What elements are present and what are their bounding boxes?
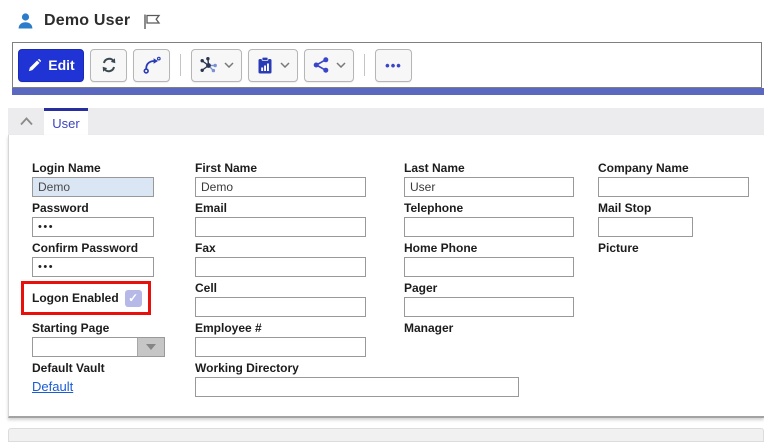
next-section-strip[interactable]	[8, 428, 764, 442]
chevron-down-icon	[224, 62, 234, 68]
mail-stop-label: Mail Stop	[598, 201, 652, 215]
accent-bar	[12, 88, 764, 95]
mail-stop-field	[598, 201, 693, 237]
telephone-field	[404, 201, 574, 237]
working-directory-field	[195, 361, 519, 397]
login-name-input[interactable]	[32, 177, 154, 197]
hub-network-icon	[199, 56, 218, 75]
picture-field	[598, 241, 749, 257]
pager-label: Pager	[404, 281, 438, 295]
working-directory-label: Working Directory	[195, 361, 299, 375]
manager-field	[404, 321, 574, 337]
page-title: Demo User	[44, 12, 131, 29]
email-field	[195, 201, 366, 237]
first-name-input[interactable]	[195, 177, 366, 197]
share-icon	[312, 56, 330, 74]
picture-label: Picture	[598, 241, 639, 255]
manager-label: Manager	[404, 321, 454, 335]
employee-number-field	[195, 321, 366, 357]
first-name-label: First Name	[195, 161, 258, 175]
edit-button-label: Edit	[48, 57, 75, 73]
company-name-label: Company Name	[598, 161, 689, 175]
starting-page-select[interactable]	[32, 337, 165, 357]
logon-enabled-annotation-box	[21, 281, 151, 315]
ellipsis-icon: •••	[385, 57, 402, 73]
cell-label: Cell	[195, 281, 218, 295]
login-name-label: Login Name	[32, 161, 101, 175]
collapse-section-button[interactable]	[8, 108, 44, 135]
pencil-icon	[27, 58, 42, 73]
email-label: Email	[195, 201, 228, 215]
refresh-icon	[100, 56, 118, 74]
toolbar-separator	[180, 54, 181, 76]
employee-number-label: Employee #	[195, 321, 262, 335]
password-field	[32, 201, 154, 237]
flag-icon[interactable]	[142, 12, 162, 31]
edit-button[interactable]	[18, 49, 84, 82]
last-name-input[interactable]	[404, 177, 574, 197]
share-dropdown-button[interactable]	[304, 49, 354, 82]
default-vault-field	[32, 361, 154, 396]
telephone-input[interactable]	[404, 217, 574, 237]
telephone-label: Telephone	[404, 201, 464, 215]
route-arrow-icon	[142, 56, 161, 75]
more-options-button[interactable]	[375, 49, 412, 82]
confirm-password-field	[32, 241, 154, 277]
fax-field	[195, 241, 366, 277]
cell-field	[195, 281, 366, 317]
confirm-password-input[interactable]	[32, 257, 154, 277]
clipboard-chart-icon	[256, 56, 274, 75]
tab-strip	[8, 108, 764, 135]
last-name-label: Last Name	[404, 161, 465, 175]
company-name-input[interactable]	[598, 177, 749, 197]
chevron-up-icon	[19, 117, 34, 126]
home-phone-label: Home Phone	[404, 241, 478, 255]
starting-page-field	[32, 321, 165, 357]
reroute-button[interactable]	[133, 49, 170, 82]
cell-input[interactable]	[195, 297, 366, 317]
dropdown-arrow-icon	[146, 344, 156, 350]
workflow-dropdown-button[interactable]	[191, 49, 242, 82]
toolbar-separator	[364, 54, 365, 76]
fax-input[interactable]	[195, 257, 366, 277]
page-header	[0, 0, 764, 42]
chevron-down-icon	[336, 62, 346, 68]
email-input[interactable]	[195, 217, 366, 237]
working-directory-input[interactable]	[195, 377, 519, 397]
pager-input[interactable]	[404, 297, 574, 317]
tab-user[interactable]	[44, 108, 88, 135]
home-phone-field	[404, 241, 574, 277]
chevron-down-icon	[280, 62, 290, 68]
password-label: Password	[32, 201, 89, 215]
logon-enabled-checkbox[interactable]	[125, 290, 142, 307]
check-icon: ✓	[128, 291, 139, 305]
toolbar	[12, 42, 762, 88]
user-icon	[16, 12, 35, 31]
default-vault-link[interactable]: Default	[32, 379, 74, 394]
refresh-button[interactable]	[90, 49, 127, 82]
starting-page-label: Starting Page	[32, 321, 110, 335]
starting-page-value	[33, 338, 137, 356]
company-name-field	[598, 161, 749, 197]
employee-number-input[interactable]	[195, 337, 366, 357]
fax-label: Fax	[195, 241, 216, 255]
starting-page-dropdown-button[interactable]	[137, 338, 164, 356]
last-name-field	[404, 161, 574, 197]
tab-user-label: User	[52, 115, 80, 131]
mail-stop-input[interactable]	[598, 217, 693, 237]
default-vault-label: Default Vault	[32, 361, 105, 375]
first-name-field	[195, 161, 366, 197]
password-input[interactable]	[32, 217, 154, 237]
logon-enabled-label: Logon Enabled	[32, 291, 119, 305]
home-phone-input[interactable]	[404, 257, 574, 277]
login-name-field	[32, 161, 154, 197]
reports-dropdown-button[interactable]	[248, 49, 298, 82]
user-form-panel	[8, 135, 764, 418]
confirm-password-label: Confirm Password	[32, 241, 139, 255]
pager-field	[404, 281, 574, 317]
